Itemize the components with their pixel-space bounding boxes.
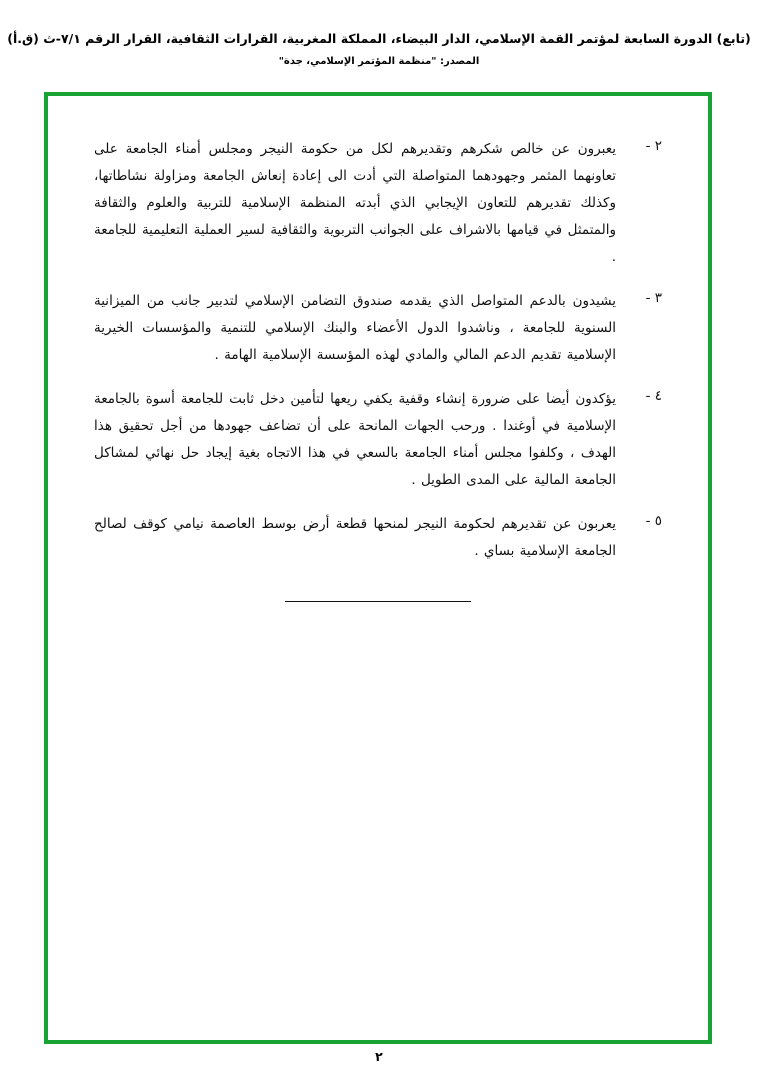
list-item xyxy=(94,386,662,494)
document-frame xyxy=(44,92,712,1044)
header-source: المصدر: "منظمة المؤتمر الإسلامي، جدة" xyxy=(278,55,480,67)
list-item-marker: ٥ - xyxy=(645,513,662,529)
list-item-text: يؤكدون أيضا على ضرورة إنشاء وقفية يكفي ريعها لتأمين دخل ثابت للجامعة أسوة بالجامعة الإسلامية في أوغندا . ورحب الجهات المانحة على أن تضاعف جهودها من أجل تحقيق هذا الهدف ، وكلفوا مجلس أمناء الجامعة بالسعي في هذا الاتجاه بغية إيجاد حل نهائي لمشاكل الجامعة المالية على المدى الطويل . xyxy=(94,391,616,488)
list-item-marker: ٢ - xyxy=(645,138,662,154)
list-item-marker: ٤ - xyxy=(645,388,662,404)
list-item xyxy=(94,511,662,565)
header-title: (تابع) الدورة السابعة لمؤتمر القمة الإسلامي، الدار البيضاء، المملكة المغربية، القرارات الثقافية، القرار الرقم ٧/١-ث (ق.أ) xyxy=(7,31,751,46)
list-item-text: يعربون عن تقديرهم لحكومة النيجر لمنحها قطعة أرض بوسط العاصمة نيامي كوقف لصالح الجامعة الإسلامية بساي . xyxy=(94,516,616,559)
section-divider xyxy=(94,601,662,602)
page-number: ٢ xyxy=(375,1049,383,1064)
list-item-text: يشيدون بالدعم المتواصل الذي يقدمه صندوق التضامن الإسلامي لتدبير جانب من الميزانية السنوية للجامعة ، وناشدوا الدول الأعضاء والبنك الإسلامي للتنمية والمؤسسات الخيرية الإسلامية تقديم الدعم المالي والمادي لهذه المؤسسة الإسلامية الهامة . xyxy=(94,293,616,363)
list-item xyxy=(94,136,662,271)
list-item xyxy=(94,288,662,369)
document-body xyxy=(94,136,662,602)
list-item-text: يعبرون عن خالص شكرهم وتقديرهم لكل من حكومة النيجر ومجلس أمناء الجامعة على تعاونهما المثمر وجهودهما المتواصلة التي أدت الى إعادة إنعاش الجامعة ومزاولة نشاطاتها، وكذلك تقديرهم للتعاون الإيجابي الذي أبدته المنظمة الإسلامية للتربية والعلوم والثقافة والمتمثل في قيامها بالاشراف على الجوانب التربوية والثقافية لسير العملية التعليمية للجامعة . xyxy=(94,141,616,265)
list-item-marker: ٣ - xyxy=(645,290,662,306)
divider-line xyxy=(285,601,471,602)
page-header xyxy=(0,30,758,67)
